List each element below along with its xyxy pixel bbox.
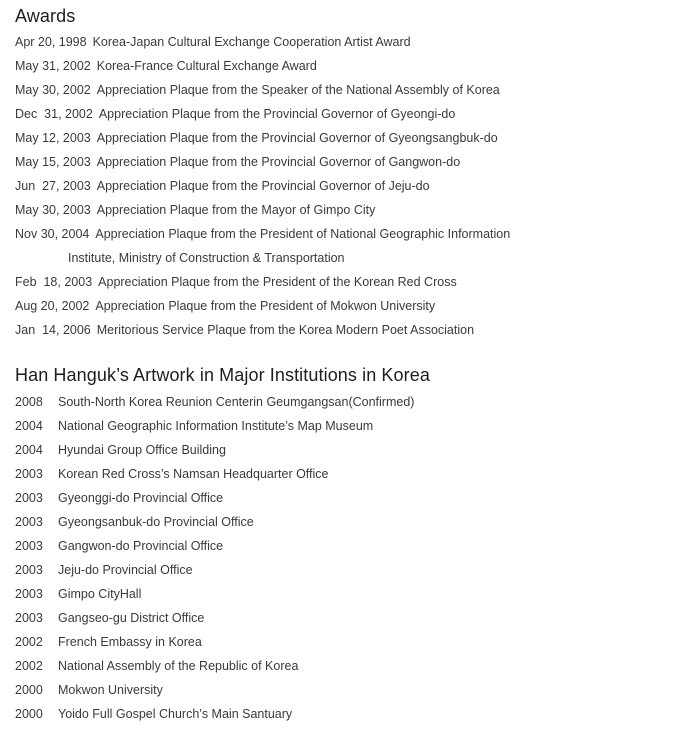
artwork-year: 2003 xyxy=(15,515,43,529)
artwork-year: 2003 xyxy=(15,467,43,481)
award-text-continuation: Institute, Ministry of Construction & Transportation xyxy=(68,251,345,265)
artwork-year: 2003 xyxy=(15,539,43,553)
award-text: Appreciation Plaque from the President of the Korean Red Cross xyxy=(98,275,457,289)
artwork-text: Gyeonggi-do Provincial Office xyxy=(58,491,224,505)
artwork-text: Gyeongsanbuk-do Provincial Office xyxy=(58,515,254,529)
list-item xyxy=(15,222,510,246)
award-text: Appreciation Plaque from the Provincial Governor of Jeju-do xyxy=(96,179,430,193)
award-text: Appreciation Plaque from the Provincial Governor of Gyeongi-do xyxy=(98,107,456,121)
list-item xyxy=(15,510,414,534)
list-item xyxy=(15,582,414,606)
artwork-year: 2000 xyxy=(15,707,43,721)
list-item-continuation xyxy=(15,246,510,270)
list-item xyxy=(15,678,414,702)
artwork-year: 2003 xyxy=(15,491,43,505)
award-date: Nov 30, 2004 xyxy=(15,227,90,241)
artwork-text: Jeju-do Provincial Office xyxy=(58,563,193,577)
artwork-year: 2003 xyxy=(15,611,43,625)
list-item xyxy=(15,558,414,582)
artwork-list xyxy=(15,390,414,726)
artwork-year: 2004 xyxy=(15,419,43,433)
list-item xyxy=(15,438,414,462)
award-text: Appreciation Plaque from the Speaker of the National Assembly of Korea xyxy=(96,83,500,97)
list-item xyxy=(15,630,414,654)
list-item xyxy=(15,270,510,294)
award-text: Meritorious Service Plaque from the Korea Modern Poet Association xyxy=(96,323,475,337)
artwork-text: Gimpo CityHall xyxy=(58,587,142,601)
artwork-year: 2002 xyxy=(15,635,43,649)
award-date: Feb 18, 2003 xyxy=(15,275,93,289)
award-date: Jun 27, 2003 xyxy=(15,179,91,193)
award-text: Appreciation Plaque from the Provincial Governor of Gyeongsangbuk-do xyxy=(96,131,498,145)
artwork-heading: Han Hanguk’s Artwork in Major Institutions in Korea xyxy=(15,365,430,385)
award-date: May 30, 2002 xyxy=(15,83,91,97)
award-text: Appreciation Plaque from the Mayor of Gimpo City xyxy=(96,203,376,217)
awards-list xyxy=(15,30,510,342)
list-item xyxy=(15,414,414,438)
award-date: May 12, 2003 xyxy=(15,131,91,145)
artwork-year: 2003 xyxy=(15,563,43,577)
list-item xyxy=(15,606,414,630)
award-text: Appreciation Plaque from the Provincial Governor of Gangwon-do xyxy=(96,155,461,169)
list-item xyxy=(15,390,414,414)
list-item xyxy=(15,462,414,486)
award-text: Korea-France Cultural Exchange Award xyxy=(96,59,317,73)
artwork-year: 2000 xyxy=(15,683,43,697)
award-date: Jan 14, 2006 xyxy=(15,323,91,337)
award-date: Dec 31, 2002 xyxy=(15,107,93,121)
list-item xyxy=(15,486,414,510)
artwork-year: 2003 xyxy=(15,587,43,601)
list-item xyxy=(15,78,510,102)
artwork-text: South-North Korea Reunion Centerin Geumgangsan(Confirmed) xyxy=(58,395,415,409)
artwork-text: French Embassy in Korea xyxy=(58,635,202,649)
list-item xyxy=(15,54,510,78)
artwork-text: National Assembly of the Republic of Korea xyxy=(58,659,299,673)
list-item xyxy=(15,702,414,726)
list-item xyxy=(15,198,510,222)
list-item xyxy=(15,174,510,198)
artwork-text: National Geographic Information Institute’s Map Museum xyxy=(58,419,374,433)
award-date: May 30, 2003 xyxy=(15,203,91,217)
artwork-year: 2002 xyxy=(15,659,43,673)
award-text: Appreciation Plaque from the President of National Geographic Information xyxy=(95,227,511,241)
award-date: May 15, 2003 xyxy=(15,155,91,169)
artwork-text: Korean Red Cross’s Namsan Headquarter Office xyxy=(58,467,329,481)
artwork-year: 2004 xyxy=(15,443,43,457)
list-item xyxy=(15,654,414,678)
award-text: Korea-Japan Cultural Exchange Cooperation Artist Award xyxy=(92,35,411,49)
artwork-year: 2008 xyxy=(15,395,43,409)
award-text: Appreciation Plaque from the President of Mokwon University xyxy=(95,299,436,313)
list-item xyxy=(15,102,510,126)
artwork-text: Yoido Full Gospel Church’s Main Santuary xyxy=(58,707,293,721)
artwork-text: Mokwon University xyxy=(58,683,163,697)
list-item xyxy=(15,294,510,318)
list-item xyxy=(15,126,510,150)
award-date: Apr 20, 1998 xyxy=(15,35,87,49)
list-item xyxy=(15,534,414,558)
award-date: Aug 20, 2002 xyxy=(15,299,90,313)
artwork-text: Gangseo-gu District Office xyxy=(58,611,205,625)
artwork-text: Gangwon-do Provincial Office xyxy=(58,539,224,553)
award-date: May 31, 2002 xyxy=(15,59,91,73)
artwork-text: Hyundai Group Office Building xyxy=(58,443,226,457)
list-item xyxy=(15,150,510,174)
list-item xyxy=(15,318,510,342)
list-item xyxy=(15,30,510,54)
awards-heading: Awards xyxy=(15,6,76,26)
